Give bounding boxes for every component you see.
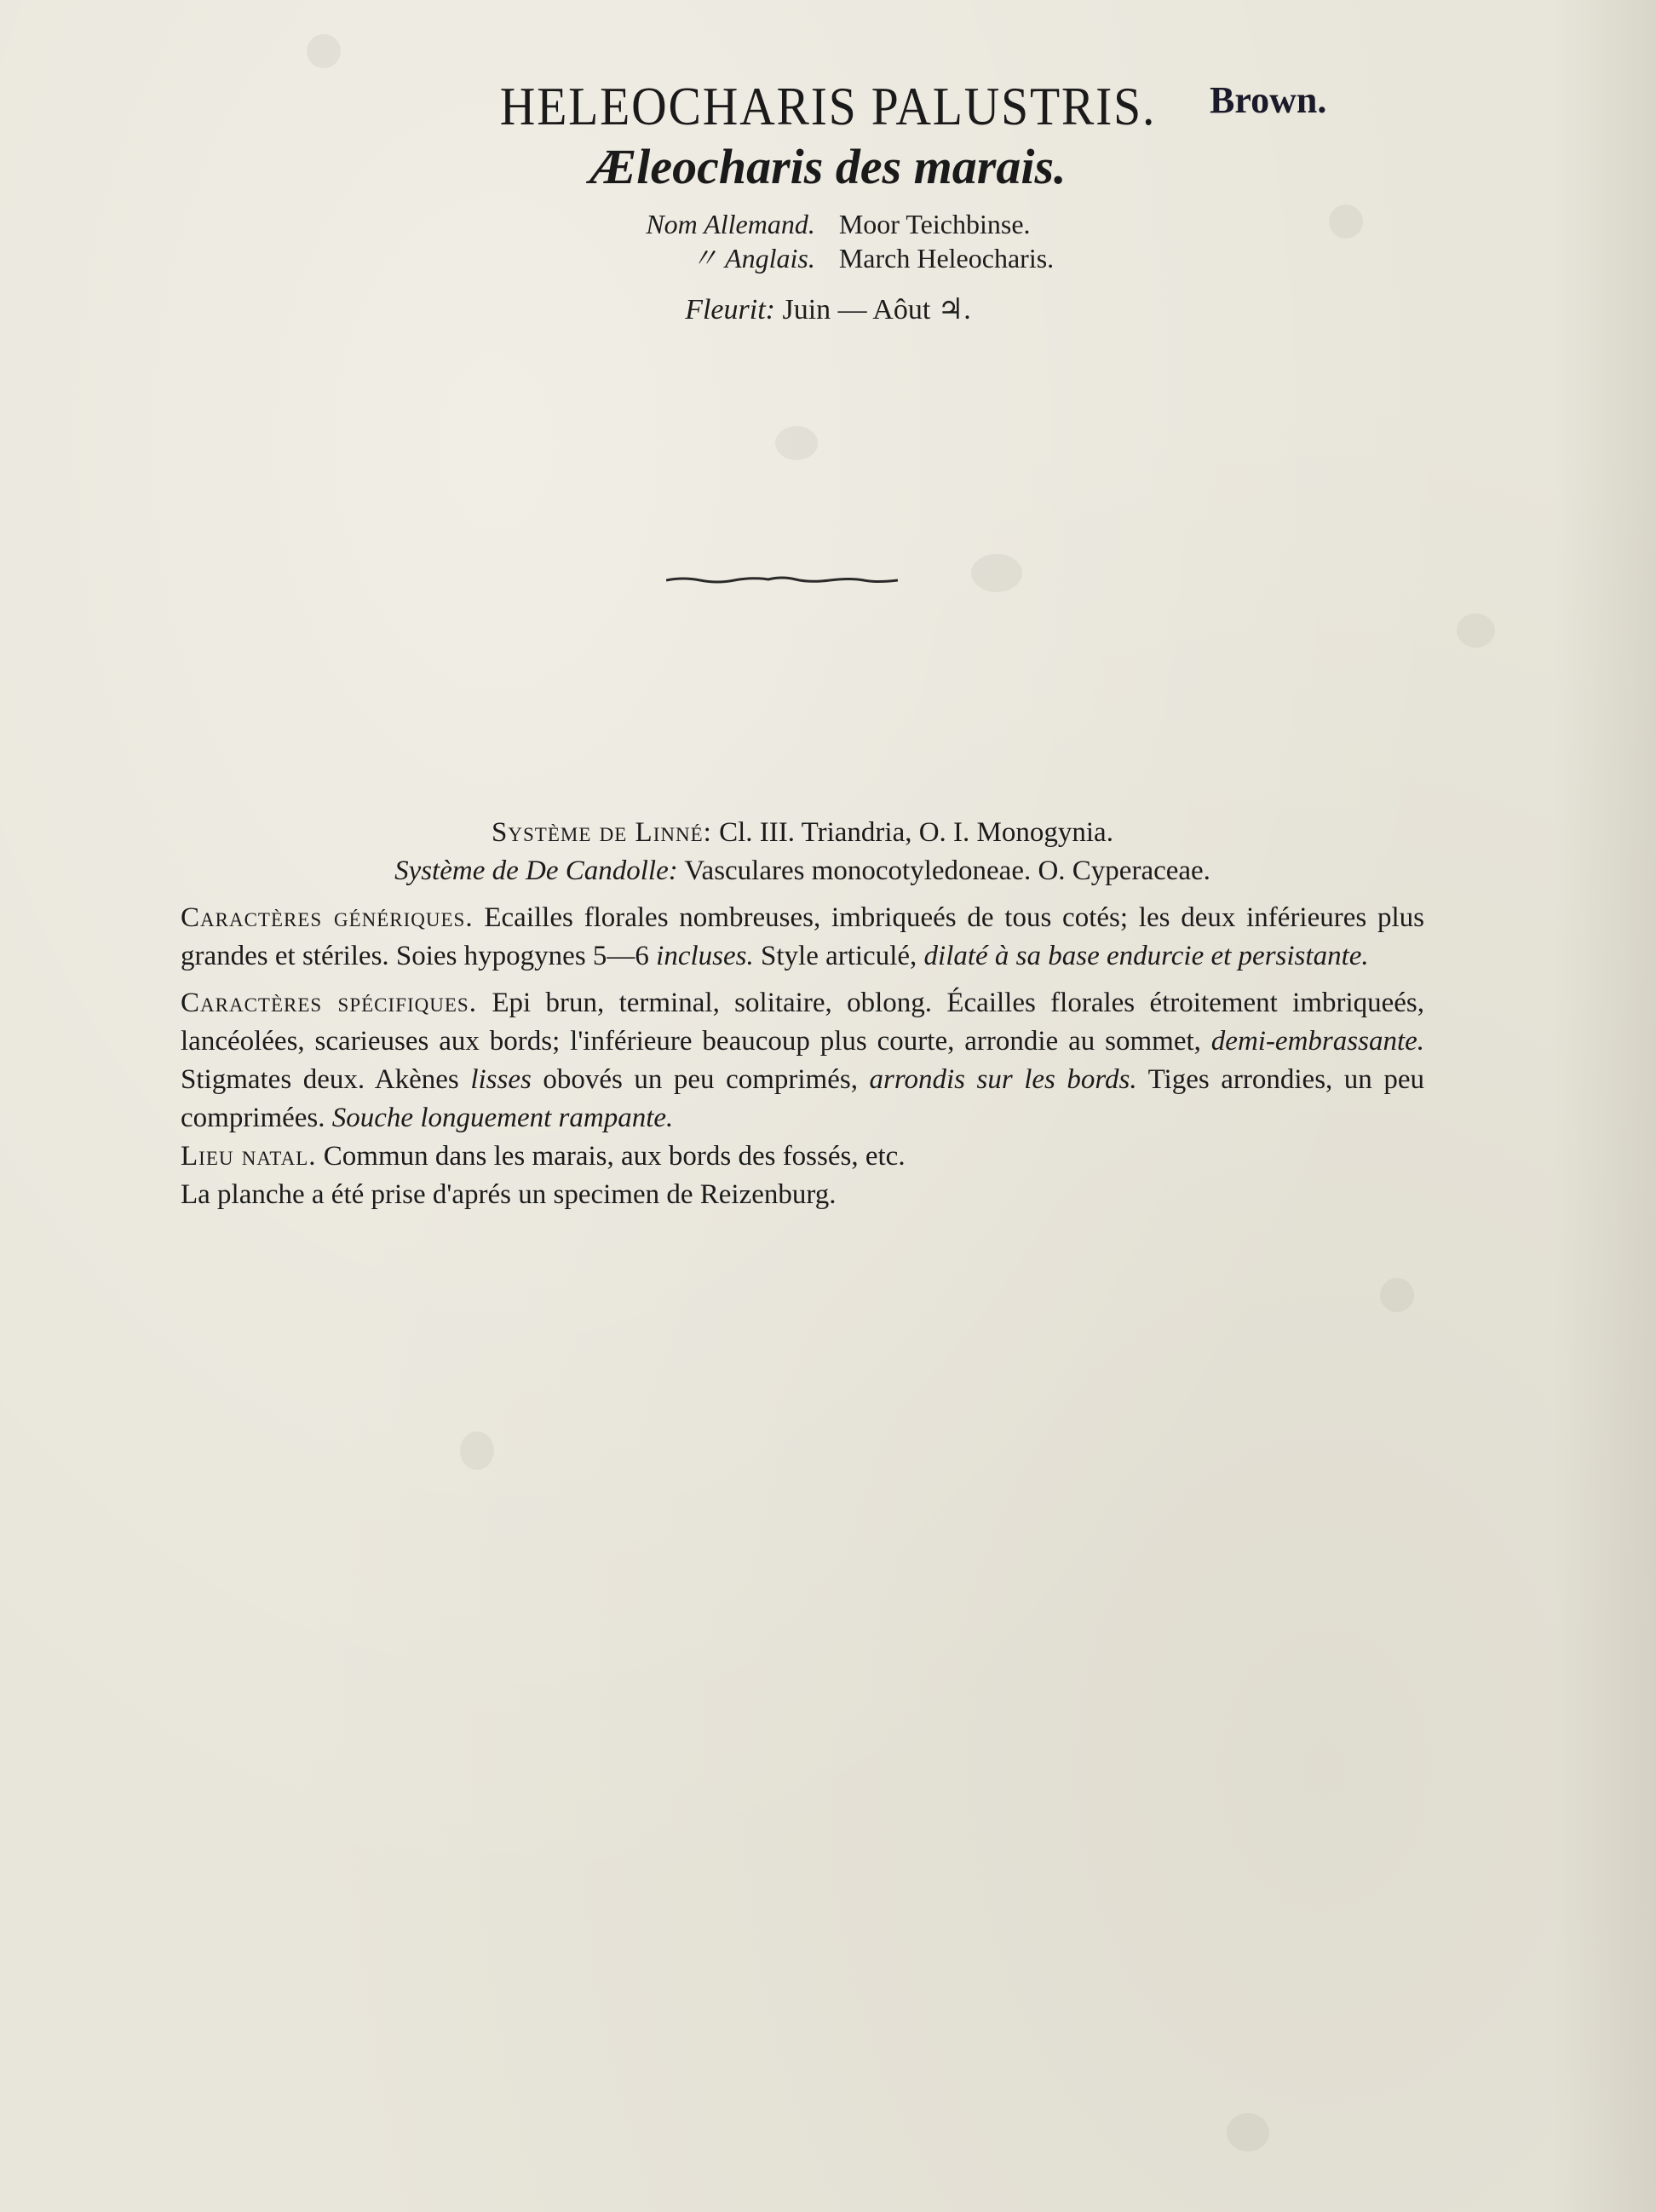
species-author: Brown. bbox=[1209, 79, 1327, 121]
specific-italic-3: arrondis sur les bords. bbox=[869, 1064, 1137, 1095]
linne-label: Système de Linné: bbox=[492, 817, 712, 848]
english-name: March Heleocharis. bbox=[838, 243, 1055, 274]
description-text bbox=[181, 814, 1424, 1214]
habitat-text: Commun dans les marais, aux bords des fossés, etc. bbox=[323, 1141, 906, 1172]
common-names bbox=[602, 207, 1054, 275]
german-name: Moor Teichbinse. bbox=[838, 209, 1031, 239]
paper-stain bbox=[460, 1431, 494, 1470]
ornamental-divider bbox=[666, 574, 898, 586]
specific-text-3: obovés un peu comprimés, bbox=[543, 1064, 858, 1095]
candolle-system bbox=[181, 852, 1424, 890]
generic-text-1: Ecailles florales nombreuses, imbriqueés de tous cotés; les deux inférieures plus grandes et stériles. Soies hypogynes 5—6 bbox=[181, 902, 1425, 971]
paper-stain bbox=[307, 34, 341, 68]
specific-text-1: Epi brun, terminal, solitaire, oblong. Écailles florales étroitement imbriqueés, lancéolées, scarieuses aux bords; l'inférieure beaucoup plus courte, arrondie au sommet, bbox=[181, 988, 1425, 1057]
paper-stain bbox=[1457, 613, 1495, 648]
specific-italic-2: lisses bbox=[470, 1064, 532, 1095]
english-name-row bbox=[602, 241, 1054, 275]
paper-stain bbox=[971, 554, 1022, 592]
title-line bbox=[463, 75, 1327, 138]
generic-text-2: Style articulé, bbox=[761, 941, 917, 971]
specific-italic-1: demi-embrassante. bbox=[1210, 1026, 1425, 1057]
habitat bbox=[181, 1138, 1424, 1176]
bloom-value: Juin — Aôut ♃. bbox=[782, 294, 971, 325]
specific-characters bbox=[181, 984, 1424, 1138]
habitat-label: Lieu natal. bbox=[181, 1141, 317, 1172]
linne-value: Cl. III. Triandria, O. I. Monogynia. bbox=[719, 817, 1113, 848]
candolle-value: Vasculares monocotyledoneae. O. Cyperaceae. bbox=[684, 855, 1210, 886]
linne-system bbox=[181, 814, 1424, 852]
french-name: Æleocharis des marais. bbox=[589, 139, 1067, 194]
bloom-label: Fleurit: bbox=[685, 294, 775, 325]
candolle-label: Système de De Candolle: bbox=[394, 855, 678, 886]
paper-stain bbox=[1227, 2113, 1269, 2152]
generic-label: Caractères génériques. bbox=[181, 902, 474, 933]
specific-text-4: Tiges arrondies, un peu comprimées. bbox=[181, 1064, 1424, 1133]
german-name-row bbox=[602, 207, 1054, 241]
page-edge-shadow bbox=[1554, 0, 1656, 2212]
bloom-period bbox=[0, 292, 1656, 326]
plate-header bbox=[0, 75, 1656, 326]
specific-label: Caractères spécifiques. bbox=[181, 988, 477, 1018]
generic-characters bbox=[181, 899, 1424, 976]
specific-text-2: Stigmates deux. Akènes bbox=[181, 1064, 459, 1095]
paper-stain bbox=[1380, 1278, 1414, 1312]
generic-italic-2: dilaté à sa base endurcie et persistante. bbox=[923, 941, 1369, 971]
generic-italic-1: incluses. bbox=[656, 941, 754, 971]
species-title: HELEOCHARIS PALUSTRIS. bbox=[499, 76, 1157, 136]
specific-italic-4: Souche longuement rampante. bbox=[331, 1103, 674, 1133]
english-label: 〃 Anglais. bbox=[691, 243, 815, 274]
paper-stain bbox=[775, 426, 818, 460]
plate-note: La planche a été prise d'aprés un specimen de Reizenburg. bbox=[181, 1179, 837, 1210]
german-label: Nom Allemand. bbox=[646, 209, 815, 239]
